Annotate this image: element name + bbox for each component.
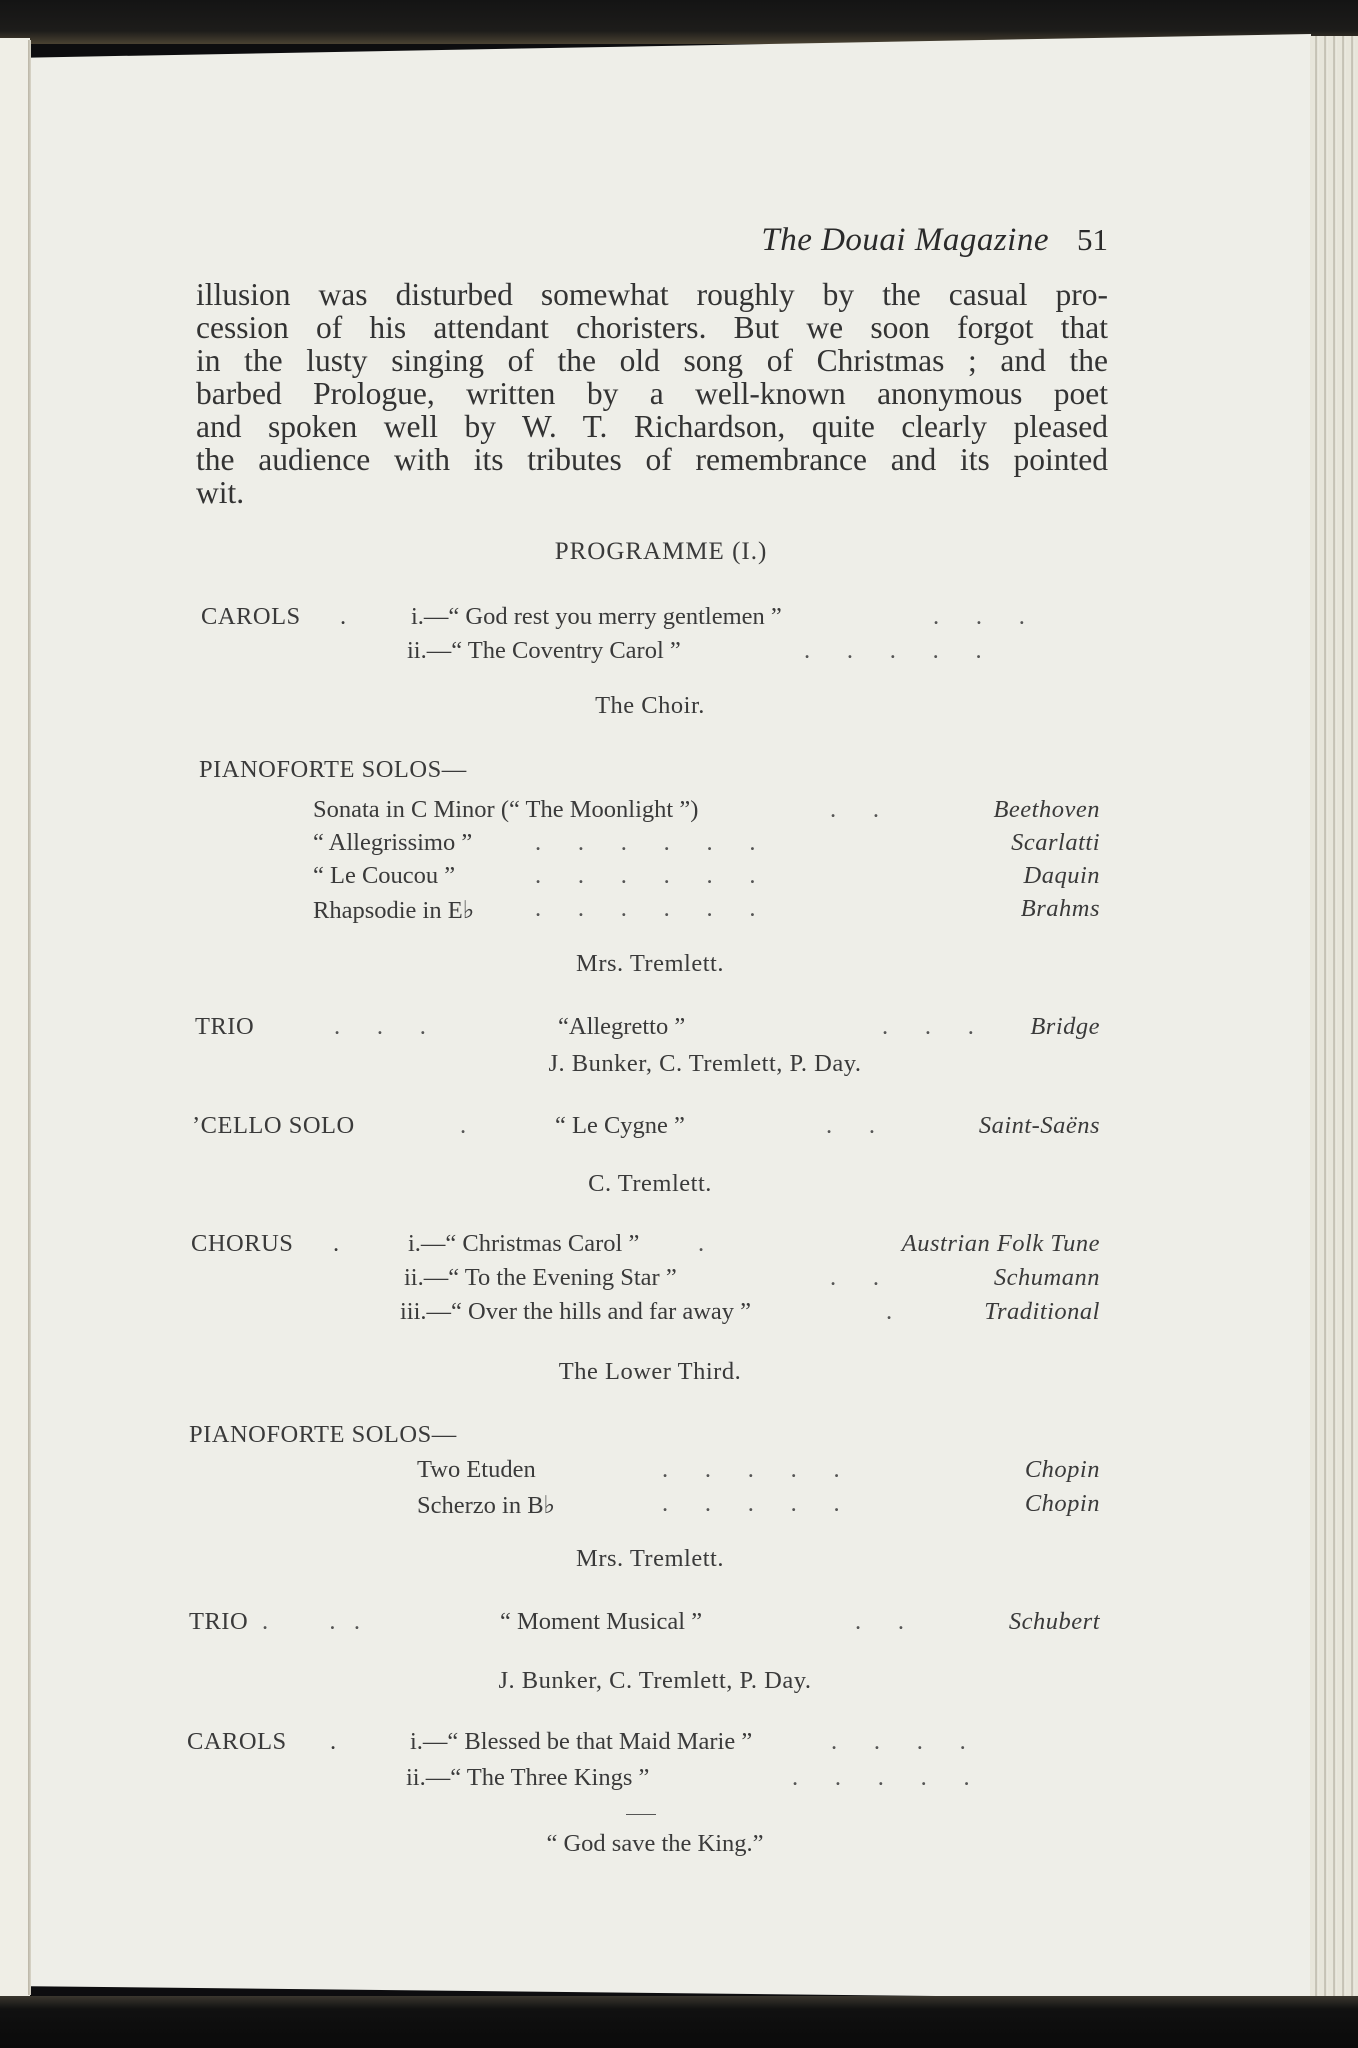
section-label: CHORUS bbox=[191, 1230, 294, 1257]
section-dot: . bbox=[340, 603, 347, 630]
composer-name: Brahms bbox=[1020, 895, 1100, 922]
programme-row bbox=[0, 603, 1358, 635]
composer-name: Scarlatti bbox=[1011, 829, 1100, 856]
programme-row bbox=[0, 895, 1358, 927]
piece-title: Rhapsodie in E♭ bbox=[313, 897, 475, 924]
dot-leader: . . . . . bbox=[804, 637, 982, 664]
paragraph-line: cession of his attendant choristers. But we soon forgot that bbox=[196, 310, 1108, 345]
dot-leader: . . bbox=[855, 1608, 904, 1635]
section-label: TRIO bbox=[189, 1608, 249, 1635]
composer-name: Chopin bbox=[1024, 1490, 1100, 1517]
piece-title: ii.—“ To the Evening Star ” bbox=[404, 1264, 677, 1291]
programme-row bbox=[0, 829, 1358, 861]
dot-leader: . . . bbox=[882, 1013, 974, 1040]
dot-leader: . . bbox=[826, 1112, 875, 1139]
piece-title: “ Le Cygne ” bbox=[555, 1112, 685, 1139]
dot-leader: . . bbox=[830, 1264, 879, 1291]
piece-title: “ Le Coucou ” bbox=[313, 862, 456, 889]
programme-row bbox=[0, 862, 1358, 894]
piece-title: “ Moment Musical ” bbox=[500, 1608, 703, 1635]
programme-row bbox=[0, 1264, 1358, 1296]
performer-credit: The Choir. bbox=[595, 692, 705, 719]
performer-credit: Mrs. Tremlett. bbox=[576, 1545, 724, 1572]
section-label: CAROLS bbox=[201, 603, 301, 630]
dot-leader: . . . bbox=[262, 1608, 360, 1635]
programme-row bbox=[0, 1728, 1358, 1760]
dot-leader: . . . . . bbox=[662, 1490, 840, 1517]
book-cover-bottom bbox=[0, 1996, 1358, 2048]
piece-title: i.—“ Blessed be that Maid Marie ” bbox=[410, 1728, 753, 1755]
composer-name: Beethoven bbox=[993, 796, 1100, 823]
programme-row bbox=[0, 1230, 1358, 1262]
composer-name: Traditional bbox=[984, 1298, 1100, 1325]
dot-leader: . . . . . . bbox=[535, 829, 756, 856]
composer-name: Chopin bbox=[1024, 1456, 1100, 1483]
dot-leader: . . . . bbox=[831, 1728, 966, 1755]
performer-credit: The Lower Third. bbox=[558, 1358, 742, 1385]
paragraph-line: wit. bbox=[196, 475, 245, 510]
dot-leader: . . . . . bbox=[662, 1456, 840, 1483]
section-dot: . bbox=[330, 1728, 337, 1755]
dot-leader: . . . bbox=[334, 1013, 426, 1040]
page-number: 51 bbox=[1077, 222, 1108, 257]
section-label: PIANOFORTE SOLOS— bbox=[189, 1421, 457, 1448]
dot-leader: . . . bbox=[933, 603, 1025, 630]
programme-row bbox=[0, 1298, 1358, 1330]
composer-name: Daquin bbox=[1023, 862, 1100, 889]
programme-row bbox=[0, 1456, 1358, 1488]
dot-leader: . . . . . . bbox=[535, 862, 756, 889]
programme-row bbox=[0, 1421, 1358, 1453]
paragraph-line: and spoken well by W. T. Richardson, quite clearly pleased bbox=[196, 409, 1108, 444]
section-label: PIANOFORTE SOLOS— bbox=[199, 756, 467, 783]
piece-title: “Allegretto ” bbox=[558, 1013, 686, 1040]
programme-row bbox=[0, 1490, 1358, 1522]
programme-row bbox=[0, 1112, 1358, 1144]
piece-title: i.—“ God rest you merry gentlemen ” bbox=[411, 603, 782, 630]
piece-title: Sonata in C Minor (“ The Moonlight ”) bbox=[313, 796, 699, 823]
paragraph-line: in the lusty singing of the old song of Christmas ; and the bbox=[196, 343, 1108, 378]
dot-leader: . . . . . bbox=[792, 1764, 970, 1791]
running-header bbox=[761, 222, 1108, 259]
programme-title: PROGRAMME (I.) bbox=[554, 538, 768, 565]
dot-leader: . bbox=[886, 1298, 893, 1325]
piece-title: ii.—“ The Three Kings ” bbox=[406, 1764, 650, 1791]
dot-leader: . bbox=[698, 1230, 705, 1257]
section-divider bbox=[626, 1814, 656, 1815]
performer-credit: Mrs. Tremlett. bbox=[576, 950, 724, 977]
section-label: CAROLS bbox=[187, 1728, 287, 1755]
closing-anthem: “ God save the King.” bbox=[546, 1830, 764, 1857]
section-label: TRIO bbox=[195, 1013, 255, 1040]
piece-title: ii.—“ The Coventry Carol ” bbox=[407, 637, 681, 664]
dot-leader: . . bbox=[830, 796, 879, 823]
piece-title: iii.—“ Over the hills and far away ” bbox=[400, 1298, 752, 1325]
performer-credit: C. Tremlett. bbox=[588, 1170, 712, 1197]
composer-name: Saint-Saëns bbox=[978, 1112, 1100, 1139]
section-label: ’CELLO SOLO bbox=[192, 1112, 355, 1139]
composer-name: Schubert bbox=[1008, 1608, 1100, 1635]
performer-credit: J. Bunker, C. Tremlett, P. Day. bbox=[498, 1667, 812, 1694]
piece-title: “ Allegrissimo ” bbox=[313, 829, 473, 856]
paragraph-line: the audience with its tributes of remembrance and its pointed bbox=[196, 442, 1108, 477]
dot-leader: . . . . . . bbox=[535, 895, 756, 922]
composer-name: Austrian Folk Tune bbox=[901, 1230, 1100, 1257]
programme-row bbox=[0, 1764, 1358, 1796]
programme-row bbox=[0, 1608, 1358, 1640]
piece-title: Scherzo in B♭ bbox=[417, 1492, 556, 1519]
programme-row bbox=[0, 637, 1358, 669]
magazine-title: The Douai Magazine bbox=[761, 222, 1049, 258]
composer-name: Bridge bbox=[1030, 1013, 1100, 1040]
paragraph-line: illusion was disturbed somewhat roughly by the casual pro- bbox=[196, 277, 1108, 312]
programme-row bbox=[0, 1013, 1358, 1045]
programme-row bbox=[0, 796, 1358, 828]
performer-credit: J. Bunker, C. Tremlett, P. Day. bbox=[548, 1050, 862, 1077]
programme-row bbox=[0, 756, 1358, 788]
section-dot: . bbox=[333, 1230, 340, 1257]
paragraph-line: barbed Prologue, written by a well-known anonymous poet bbox=[196, 376, 1108, 411]
composer-name: Schumann bbox=[993, 1264, 1100, 1291]
piece-title: Two Etuden bbox=[417, 1456, 536, 1483]
piece-title: i.—“ Christmas Carol ” bbox=[408, 1230, 640, 1257]
body-paragraph bbox=[196, 278, 1108, 509]
dot-leader: . bbox=[460, 1112, 467, 1139]
